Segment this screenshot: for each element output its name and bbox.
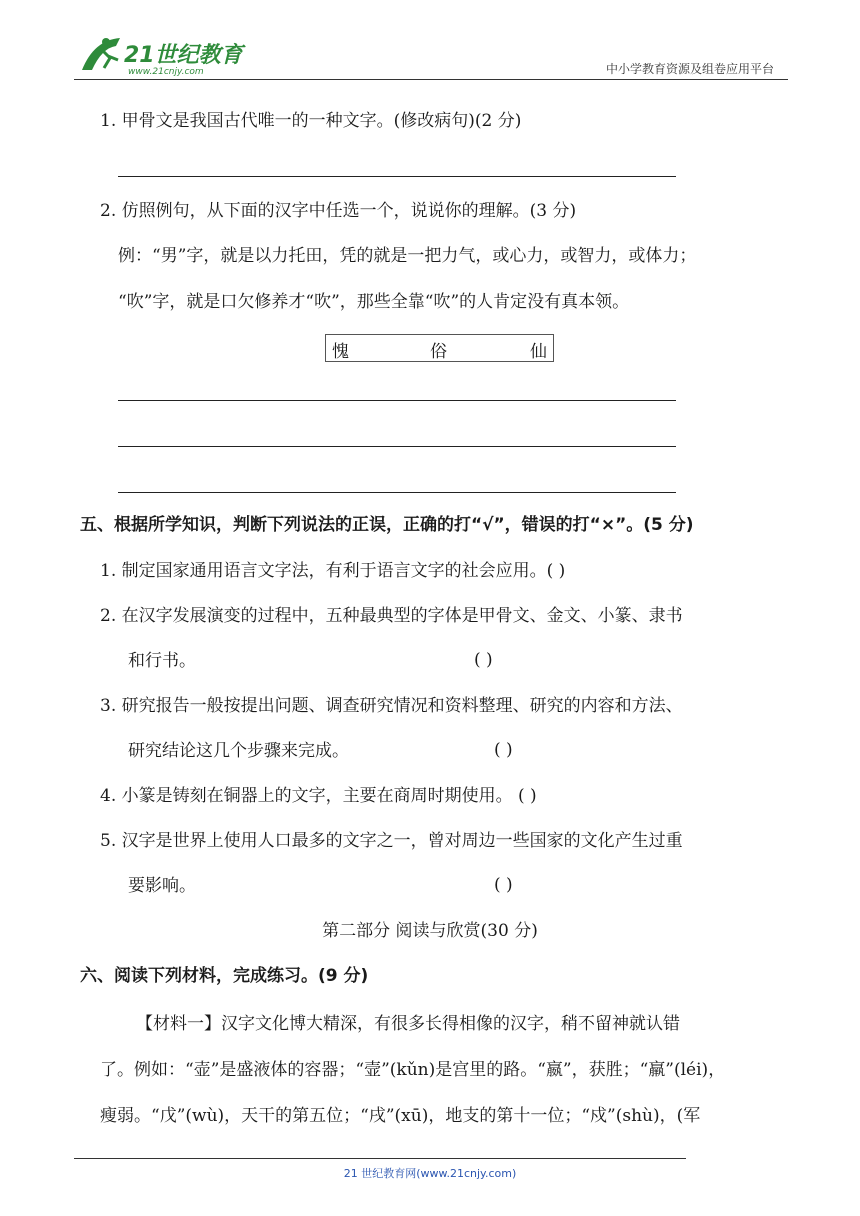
s5-item-2: 2. 在汉字发展演变的过程中，五种最典型的字体是甲骨文、金文、小篆、隶书 — [100, 606, 683, 626]
answer-line-q2-2 — [118, 446, 676, 447]
s5-item-5-cont: 要影响。 — [128, 876, 196, 896]
part-2-title: 第二部分 阅读与欣赏(30 分) — [322, 921, 538, 941]
logo-url: www.21cnjy.com — [128, 67, 204, 77]
section-6-title: 六、阅读下列材料，完成练习。(9 分) — [80, 966, 369, 986]
char-option: 愧 — [332, 342, 349, 362]
example-line-2: “吹”字，就是口欠修养才“吹”，那些全靠“吹”的人肯定没有真本领。 — [118, 292, 630, 312]
s5-item-2-answer: ( ) — [474, 650, 493, 670]
s5-item-3-cont: 研究结论这几个步骤来完成。 — [128, 741, 349, 761]
question-2: 2. 仿照例句，从下面的汉字中任选一个，说说你的理解。(3 分) — [100, 201, 577, 221]
answer-line-q1 — [118, 176, 676, 177]
example-line-1: 例：“男”字，就是以力托田，凭的就是一把力气，或心力，或智力，或体力； — [118, 246, 697, 266]
material-1-line-3: 瘦弱。“戊”(wù)，天干的第五位；“戌”(xū)，地支的第十一位；“戍”(shù)，(军 — [100, 1106, 701, 1126]
section-5-title: 五、根据所学知识，判断下列说法的正误，正确的打“√”，错误的打“×”。(5 分) — [80, 515, 694, 535]
material-1-line-2: 了。例如：“壶”是盛液体的容器；“壸”(kǔn)是宫里的路。“嬴”，获胜；“羸”(léi)， — [100, 1060, 726, 1080]
answer-line-q2-1 — [118, 400, 676, 401]
header-platform-text: 中小学教育资源及组卷应用平台 — [605, 62, 774, 76]
material-1-line-1: 【材料一】汉字文化博大精深，有很多长得相像的汉字，稍不留神就认错 — [136, 1014, 680, 1034]
answer-line-q2-3 — [118, 492, 676, 493]
header-divider — [74, 79, 788, 80]
s5-item-2-cont: 和行书。 — [128, 651, 196, 671]
runner-logo-icon — [74, 30, 254, 78]
s5-item-5: 5. 汉字是世界上使用人口最多的文字之一，曾对周边一些国家的文化产生过重 — [100, 831, 683, 851]
s5-item-5-answer: ( ) — [494, 875, 513, 895]
footer-divider — [74, 1158, 686, 1159]
footer-link[interactable]: 21 世纪教育网(www.21cnjy.com) — [343, 1167, 517, 1180]
site-logo — [74, 30, 254, 78]
s5-item-4: 4. 小篆是铸刻在铜器上的文字，主要在商周时期使用。 ( ) — [100, 786, 537, 806]
s5-item-1: 1. 制定国家通用语言文字法，有利于语言文字的社会应用。( ) — [100, 561, 566, 581]
s5-item-3: 3. 研究报告一般按提出问题、调查研究情况和资料整理、研究的内容和方法、 — [100, 696, 683, 716]
char-option: 仙 — [530, 342, 547, 362]
question-1: 1. 甲骨文是我国古代唯一的一种文字。(修改病句)(2 分) — [100, 111, 522, 131]
logo-text: 21世纪教育 — [124, 43, 243, 68]
char-option: 俗 — [430, 342, 447, 362]
s5-item-3-answer: ( ) — [494, 740, 513, 760]
char-choice-box — [325, 334, 554, 362]
